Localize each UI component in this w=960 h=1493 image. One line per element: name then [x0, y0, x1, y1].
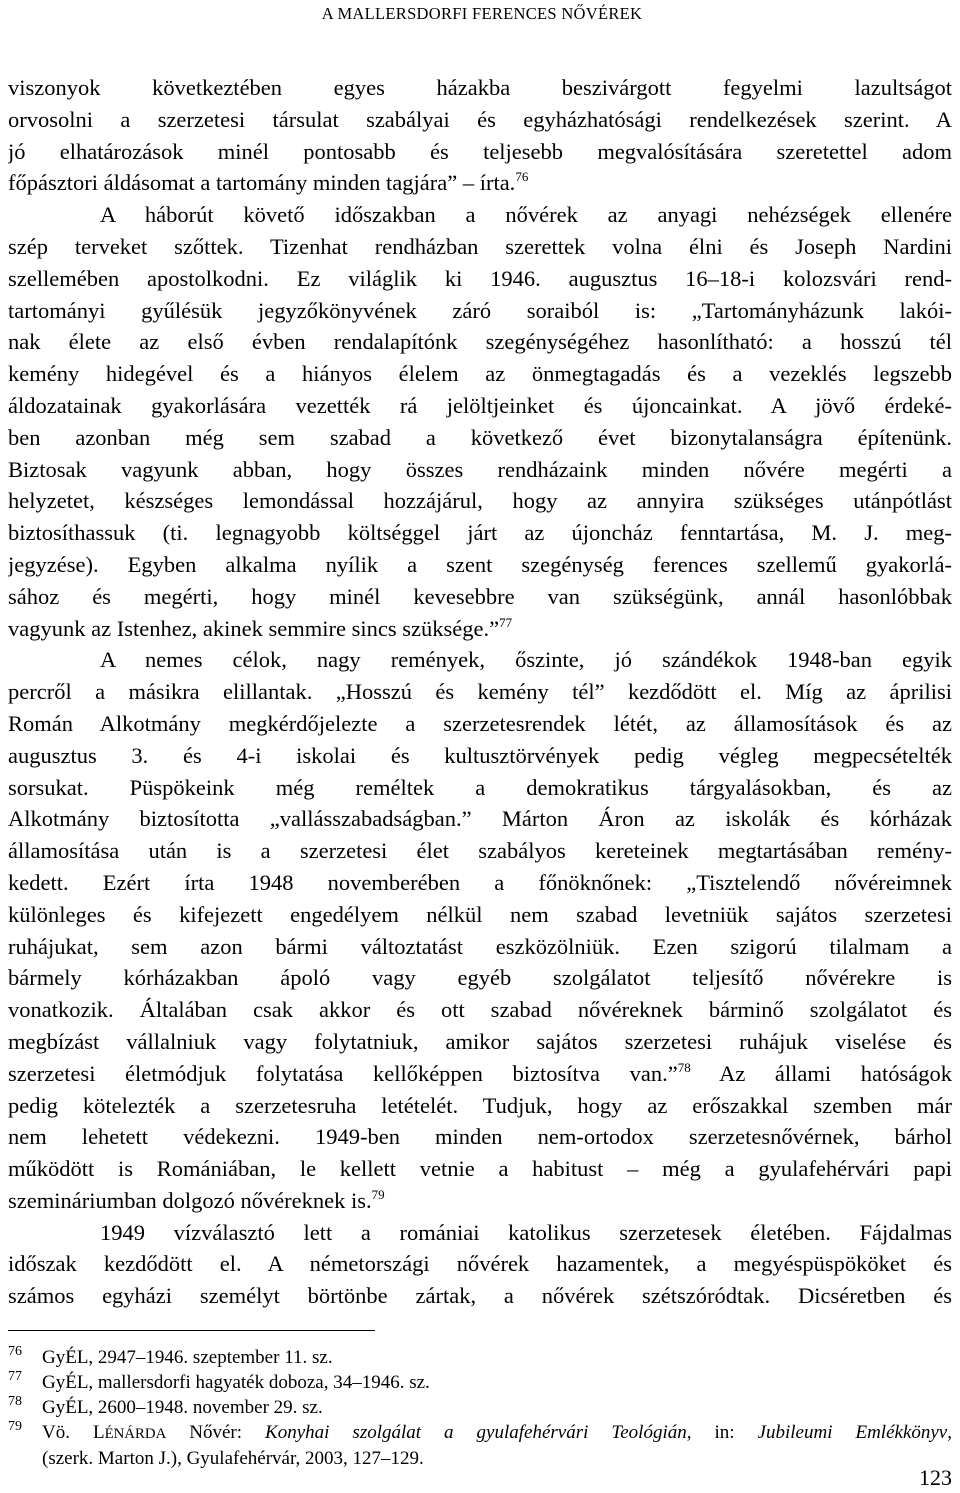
text-line-text: vonatkozik. Általában csak akkor és ott szabad nővéreknek bárminő szolgálatot és	[8, 997, 952, 1023]
footnote	[8, 1420, 952, 1471]
text-line	[8, 1153, 952, 1185]
text-line	[8, 72, 952, 104]
text-line-text: nem lehetett védekezni. 1949-ben minden nem-ortodox szerzetesnővérnek, bárhol	[8, 1124, 952, 1150]
footnote-line-text: GyÉL, 2600–1948. november 29. sz.	[42, 1397, 323, 1419]
text-line	[8, 326, 952, 358]
text-line-text: ruhájukat, sem azon bármi változtatást eszközölniük. Ezen szigorú tilalmam a	[8, 933, 952, 959]
text-line	[8, 899, 952, 931]
text-line-text: kemény hidegével és a hiányos élelem az önmegtagadás és a vezeklés legszebb	[8, 361, 952, 387]
text-line	[8, 1248, 952, 1280]
footnote-line	[42, 1370, 952, 1395]
text-line-text: 1949 vízválasztó lett a romániai katolikus szerzetesek életében. Fájdalmas	[100, 1219, 952, 1245]
text-line	[8, 803, 952, 835]
page-number: 123	[919, 1465, 952, 1490]
text-line	[8, 517, 952, 549]
text-line-text: viszonyok következtében egyes házakba beszivárgott fegyelmi lazultságot	[8, 75, 952, 100]
text-line	[8, 581, 952, 613]
text-line	[8, 454, 952, 486]
footnote-separator	[8, 1330, 375, 1331]
text-line	[8, 1280, 952, 1312]
text-line	[8, 644, 952, 676]
footnote-line	[42, 1345, 952, 1370]
text-line-text: különleges és kifejezett engedélyem nélkül nem szabad levetniük sajátos szerzetesi	[8, 901, 952, 927]
paragraph	[8, 1217, 952, 1312]
footnote-reference: 76	[515, 169, 529, 185]
footnote-line	[42, 1446, 952, 1471]
footnote-line-text: (szerk. Marton J.), Gyulafehérvár, 2003, 127–129.	[42, 1447, 424, 1469]
text-line	[8, 835, 952, 867]
text-line-text: bármely kórházakban ápoló vagy egyéb szolgálatot teljesítő nővérekre is	[8, 965, 952, 991]
text-line-text: A nemes célok, nagy remények, őszinte, jó szándékok 1948-ban egyik	[100, 647, 952, 673]
text-line-text: ben azonban még sem szabad a következő évet bizonytalanságra építenünk.	[8, 424, 952, 450]
running-head: A MALLERSDORFI FERENCES NŐVÉREK	[321, 4, 643, 23]
text-line-text: Az állami hatóságok	[690, 1060, 952, 1086]
text-line	[8, 390, 952, 422]
text-line-text: megbízást vállalniuk vagy folytatniuk, amikor sajátos szerzetesi ruhájuk viselése és	[8, 1028, 952, 1054]
text-line	[8, 136, 952, 168]
text-line	[8, 994, 952, 1026]
text-line-text: jegyzése). Egyben alkalma nyílik a szent szegénység ferences szellemű gyakorlá-	[8, 551, 952, 577]
text-line	[8, 295, 952, 327]
paragraph	[8, 199, 952, 644]
footnote-number: 78	[8, 1394, 22, 1410]
paragraph	[8, 72, 952, 199]
text-line-text: szemináriumban dolgozó nővéreknek is.	[8, 1187, 372, 1213]
footnote-reference: 79	[371, 1186, 385, 1202]
text-line	[8, 104, 952, 136]
text-line	[8, 1058, 952, 1090]
footnote-number: 76	[8, 1343, 22, 1359]
text-line	[8, 931, 952, 963]
text-line	[8, 1121, 952, 1153]
text-line-text: pedig kötelezték a szerzetesruha letételét. Tudjuk, hogy az erőszakkal szemben már	[8, 1092, 952, 1118]
text-line	[8, 613, 952, 645]
text-line	[8, 167, 952, 199]
footnote-number: 79	[8, 1419, 22, 1435]
text-line	[8, 1090, 952, 1122]
text-line	[8, 422, 952, 454]
text-line-text: működött is Romániában, le kellett vetnie a habitust – még a gyulafehérvári papi	[8, 1156, 952, 1182]
footnote-line-text: , in:	[686, 1422, 758, 1444]
footnote	[8, 1345, 952, 1370]
italic-title: Konyhai szolgálat a gyulafehérvári Teológián	[265, 1422, 687, 1444]
text-line	[8, 867, 952, 899]
text-line-text: szerzetesi életmódjuk folytatása kellőképpen biztosítva van.”	[8, 1060, 678, 1086]
text-line-text: főpásztori áldásomat a tartomány minden tagjára” – írta.	[8, 170, 516, 196]
text-line-text: biztosíthassuk (ti. legnagyobb költséggel járt az újoncház fenntartása, M. J. meg-	[8, 520, 952, 546]
footnote-line-text: Nővér:	[166, 1422, 266, 1444]
footnote	[8, 1370, 952, 1395]
text-line-text: kedett. Ezért írta 1948 novemberében a főnöknőnek: „Tisztelendő nővéreimnek	[8, 869, 952, 895]
text-line	[8, 358, 952, 390]
footnote-number: 77	[8, 1368, 22, 1384]
footnote-line	[42, 1395, 952, 1420]
text-line	[8, 199, 952, 231]
text-line-text: jó elhatározások minél pontosabb és teljesebb megvalósítására szeretettel adom	[8, 138, 952, 164]
text-line	[8, 772, 952, 804]
text-line	[8, 708, 952, 740]
author-name: LÉNÁRDA	[92, 1422, 167, 1444]
footnote-line-text: GyÉL, mallersdorfi hagyaték doboza, 34–1946. sz.	[42, 1371, 430, 1393]
footnote-reference: 77	[499, 614, 513, 630]
text-line-text: A háborút követő időszakban a nővérek az anyagi nehézségek ellenére	[100, 202, 952, 228]
text-line	[8, 740, 952, 772]
text-line-text: Román Alkotmány megkérdőjelezte a szerzetesrendek létét, az államosítások és az	[8, 710, 952, 736]
text-line-text: államosítása után is a szerzetesi élet szabályos kereteinek megtartásában remény-	[8, 838, 952, 864]
text-line-text: áldozatainak gyakorlására vezették rá jelöltjeinket és újoncainkat. A jövő érdeké-	[8, 392, 952, 418]
text-line-text: helyzetet, készséges lemondással hozzájárul, hogy az annyira szükséges utánpótlást	[8, 488, 952, 514]
footnotes	[8, 1345, 952, 1471]
text-line-text: számos egyházi személyt börtönbe zártak, a nővérek szétszóródtak. Dicséretben és	[8, 1283, 952, 1309]
text-line	[8, 485, 952, 517]
paragraph	[8, 644, 952, 1216]
body-text	[8, 72, 952, 1312]
text-line-text: vagyunk az Istenhez, akinek semmire sincs szüksége.”	[8, 615, 500, 641]
text-line	[8, 1217, 952, 1249]
italic-title: Jubileumi Emlékkönyv	[757, 1422, 948, 1444]
text-line	[8, 676, 952, 708]
text-line-text: percről a másikra elillantak. „Hosszú és kemény tél” kezdődött el. Míg az áprilisi	[8, 679, 952, 705]
text-line	[8, 263, 952, 295]
text-line	[8, 1185, 952, 1217]
footnote-line-text: ,	[947, 1422, 952, 1444]
footnote-line-text: GyÉL, 2947–1946. szeptember 11. sz.	[42, 1346, 333, 1368]
text-line-text: Alkotmány biztosította „vallásszabadságban.” Márton Áron az iskolák és kórházak	[8, 806, 952, 832]
text-line-text: tartományi gyűlésük jegyzőkönyvének záró soraiból is: „Tartományházunk lakói-	[8, 297, 952, 323]
text-line-text: nak élete az első évben rendalapítónk szegénységéhez hasonlítható: a hosszú tél	[8, 329, 952, 355]
text-line	[8, 231, 952, 263]
text-line	[8, 1026, 952, 1058]
text-line-text: szellemében apostolkodni. Ez világlik ki 1946. augusztus 16–18-i kolozsvári rend-	[8, 265, 952, 291]
text-line-text: szép terveket szőttek. Tizenhat rendházban szerettek volna élni és Joseph Nardini	[8, 233, 952, 259]
footnote-reference: 78	[677, 1059, 691, 1075]
footnote-line-text: Vö.	[42, 1422, 93, 1444]
text-line-text: időszak kezdődött el. A németországi nővérek hazamentek, a megyéspüspököket és	[8, 1251, 952, 1277]
text-line-text: sorsukat. Püspökeink még reméltek a demokratikus tárgyalásokban, és az	[8, 774, 952, 800]
footnote	[8, 1395, 952, 1420]
text-line	[8, 962, 952, 994]
text-line-text: orvosolni a szerzetesi társulat szabályai és egyházhatósági rendelkezések szerint. A	[8, 106, 952, 132]
footnote-line	[42, 1420, 952, 1445]
text-line-text: augusztus 3. és 4-i iskolai és kultusztörvények pedig végleg megpecsételték	[8, 742, 952, 768]
text-line	[8, 549, 952, 581]
text-line-text: sához és megérti, hogy minél kevesebbre van szükségünk, annál hasonlóbbak	[8, 583, 952, 609]
text-line-text: Biztosak vagyunk abban, hogy összes rendházaink minden nővére megérti a	[8, 456, 952, 482]
